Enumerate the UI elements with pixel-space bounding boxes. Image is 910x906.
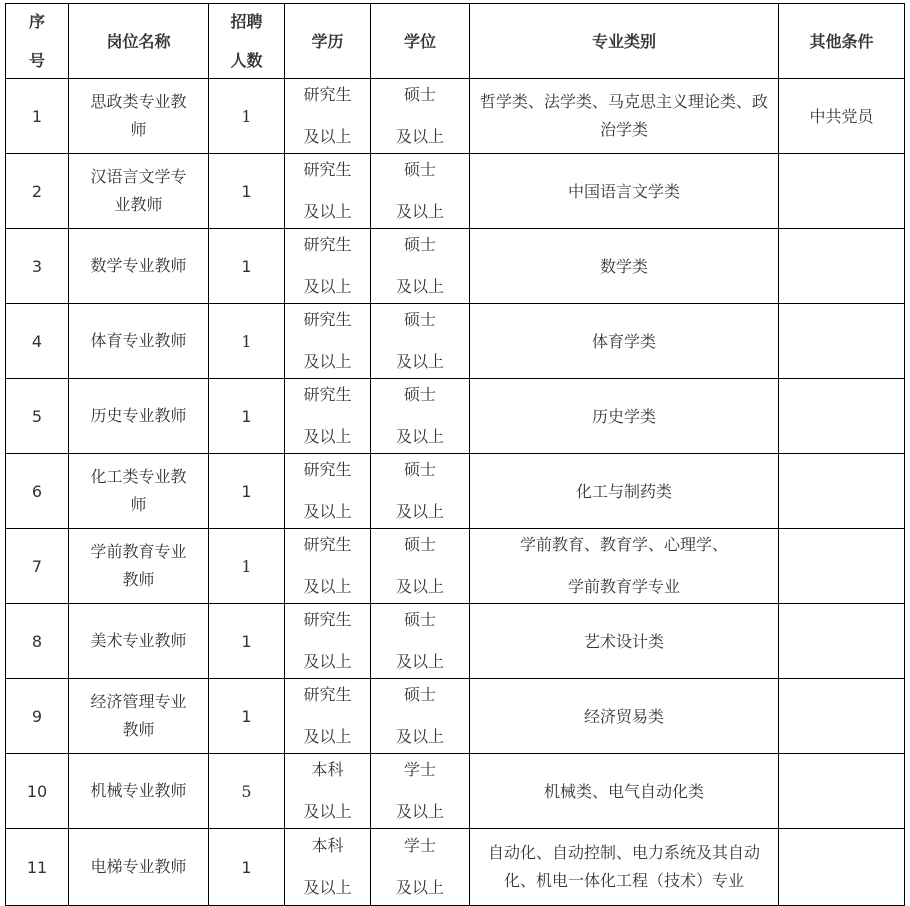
table-row	[6, 154, 905, 229]
table-row	[6, 829, 905, 906]
cell-seq: 1	[6, 79, 69, 154]
header-count: 招聘 人数	[209, 4, 285, 79]
cell-major: 自动化、自动控制、电力系统及其自动化、机电一体化工程（技术）专业	[470, 829, 779, 906]
cell-major: 经济贸易类	[470, 679, 779, 754]
cell-count: 1	[209, 154, 285, 229]
cell-seq: 2	[6, 154, 69, 229]
cell-position: 电梯专业教师	[69, 829, 209, 906]
cell-major: 艺术设计类	[470, 604, 779, 679]
cell-other: 中共党员	[779, 79, 905, 154]
cell-count: 1	[209, 679, 285, 754]
cell-degree: 硕士 及以上	[371, 79, 470, 154]
table-row	[6, 454, 905, 529]
cell-other	[779, 829, 905, 906]
cell-seq: 4	[6, 304, 69, 379]
cell-education: 本科 及以上	[285, 754, 371, 829]
cell-major: 学前教育、教育学、心理学、 学前教育学专业	[470, 529, 779, 604]
cell-seq: 7	[6, 529, 69, 604]
cell-count: 1	[209, 454, 285, 529]
cell-seq: 6	[6, 454, 69, 529]
cell-seq: 10	[6, 754, 69, 829]
cell-seq: 5	[6, 379, 69, 454]
cell-education: 研究生 及以上	[285, 604, 371, 679]
header-position: 岗位名称	[69, 4, 209, 79]
table-row	[6, 604, 905, 679]
cell-position: 历史专业教师	[69, 379, 209, 454]
cell-major: 哲学类、法学类、马克思主义理论类、政治学类	[470, 79, 779, 154]
cell-degree: 学士 及以上	[371, 754, 470, 829]
cell-education: 研究生 及以上	[285, 529, 371, 604]
cell-degree: 学士 及以上	[371, 829, 470, 906]
cell-position: 化工类专业教师	[69, 454, 209, 529]
cell-count: 1	[209, 229, 285, 304]
cell-other	[779, 529, 905, 604]
cell-other	[779, 229, 905, 304]
cell-position: 机械专业教师	[69, 754, 209, 829]
cell-position: 数学专业教师	[69, 229, 209, 304]
cell-count: 1	[209, 79, 285, 154]
cell-education: 研究生 及以上	[285, 154, 371, 229]
cell-major: 中国语言文学类	[470, 154, 779, 229]
cell-other	[779, 454, 905, 529]
cell-count: 1	[209, 829, 285, 906]
table-header-row	[6, 4, 905, 79]
cell-education: 研究生 及以上	[285, 229, 371, 304]
cell-seq: 11	[6, 829, 69, 906]
table-row	[6, 79, 905, 154]
header-degree: 学位	[371, 4, 470, 79]
cell-other	[779, 304, 905, 379]
cell-position: 体育专业教师	[69, 304, 209, 379]
table-row	[6, 529, 905, 604]
cell-other	[779, 604, 905, 679]
table-row	[6, 379, 905, 454]
cell-count: 1	[209, 529, 285, 604]
cell-position: 学前教育专业教师	[69, 529, 209, 604]
cell-count: 1	[209, 604, 285, 679]
cell-other	[779, 679, 905, 754]
header-education: 学历	[285, 4, 371, 79]
cell-seq: 9	[6, 679, 69, 754]
cell-education: 研究生 及以上	[285, 379, 371, 454]
cell-education: 本科 及以上	[285, 829, 371, 906]
cell-education: 研究生 及以上	[285, 304, 371, 379]
cell-major: 化工与制药类	[470, 454, 779, 529]
cell-degree: 硕士 及以上	[371, 604, 470, 679]
cell-degree: 硕士 及以上	[371, 304, 470, 379]
cell-seq: 3	[6, 229, 69, 304]
cell-education: 研究生 及以上	[285, 79, 371, 154]
cell-degree: 硕士 及以上	[371, 379, 470, 454]
cell-major: 数学类	[470, 229, 779, 304]
recruitment-table	[5, 3, 905, 906]
cell-count: 5	[209, 754, 285, 829]
cell-education: 研究生 及以上	[285, 454, 371, 529]
cell-position: 汉语言文学专业教师	[69, 154, 209, 229]
cell-other	[779, 154, 905, 229]
cell-position: 经济管理专业教师	[69, 679, 209, 754]
cell-other	[779, 379, 905, 454]
cell-degree: 硕士 及以上	[371, 454, 470, 529]
header-seq: 序 号	[6, 4, 69, 79]
cell-degree: 硕士 及以上	[371, 229, 470, 304]
header-major: 专业类别	[470, 4, 779, 79]
cell-position: 思政类专业教师	[69, 79, 209, 154]
table-row	[6, 229, 905, 304]
table-row	[6, 304, 905, 379]
cell-education: 研究生 及以上	[285, 679, 371, 754]
cell-count: 1	[209, 379, 285, 454]
cell-major: 体育学类	[470, 304, 779, 379]
cell-position: 美术专业教师	[69, 604, 209, 679]
cell-degree: 硕士 及以上	[371, 529, 470, 604]
cell-other	[779, 754, 905, 829]
cell-count: 1	[209, 304, 285, 379]
cell-major: 机械类、电气自动化类	[470, 754, 779, 829]
cell-degree: 硕士 及以上	[371, 679, 470, 754]
header-other: 其他条件	[779, 4, 905, 79]
table-row	[6, 754, 905, 829]
cell-seq: 8	[6, 604, 69, 679]
cell-degree: 硕士 及以上	[371, 154, 470, 229]
cell-major: 历史学类	[470, 379, 779, 454]
table-row	[6, 679, 905, 754]
